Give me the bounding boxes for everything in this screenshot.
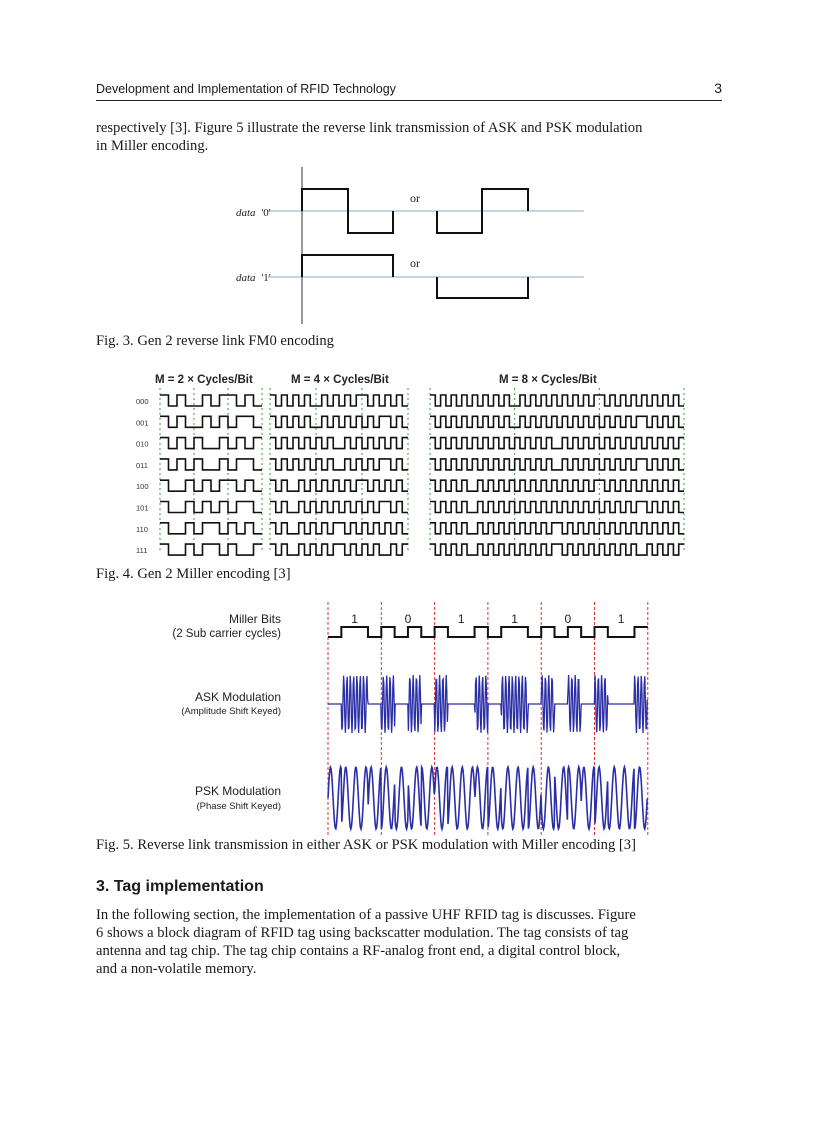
or-label-top: or [410, 191, 420, 205]
miller-bit-label: 1 [351, 612, 358, 626]
miller-bit-label: 1 [457, 612, 465, 626]
miller-bit-label: 0 [564, 612, 572, 626]
miller-panel-header: M = 4 × Cycles/Bit [291, 374, 389, 386]
psk-label: PSK Modulation [194, 784, 281, 798]
miller-row-label: 111 [136, 546, 148, 556]
miller-row-label: 100 [136, 482, 149, 492]
miller-bit-label: 1 [617, 612, 625, 626]
ask-sublabel: (Amplitude Shift Keyed) [181, 706, 281, 717]
miller-bit-label: 1 [511, 612, 518, 626]
figure-3-caption: Fig. 3. Gen 2 reverse link FM0 encoding [96, 333, 334, 349]
figure-5-caption: Fig. 5. Reverse link transmission in either ASK or PSK modulation with Miller encoding [3] [96, 837, 636, 853]
section-3-paragraph [96, 906, 721, 978]
miller-bits-sublabel: (2 Sub carrier cycles) [172, 628, 281, 640]
psk-sublabel: (Phase Shift Keyed) [196, 801, 281, 812]
paragraph-line: 6 shows a block diagram of RFID tag using backscatter modulation. The tag consists of tag [96, 925, 629, 941]
miller-panel-header: M = 8 × Cycles/Bit [499, 374, 597, 386]
miller-bits-waveform [328, 627, 648, 637]
paragraph-line: in Miller encoding. [96, 138, 209, 154]
figure-4-caption: Fig. 4. Gen 2 Miller encoding [3] [96, 566, 291, 582]
paragraph-line: antenna and tag chip. The tag chip contains a RF-analog front end, a digital control block, [96, 943, 621, 959]
running-title: Development and Implementation of RFID Technology [96, 82, 396, 96]
paragraph-line: respectively [3]. Figure 5 illustrate the reverse link transmission of ASK and PSK modulation [96, 120, 643, 136]
miller-row-label: 101 [136, 503, 149, 513]
paragraph-line: In the following section, the implementation of a passive UHF RFID tag is discusses. Figure [96, 907, 636, 923]
miller-panel-header: M = 2 × Cycles/Bit [155, 374, 253, 386]
or-label-bottom: or [410, 256, 420, 270]
page-number: 3 [714, 80, 722, 96]
miller-row-label: 000 [136, 397, 149, 406]
miller-row-label: 110 [136, 524, 148, 534]
miller-row-label: 010 [136, 439, 149, 449]
paragraph-line: and a non-volatile memory. [96, 961, 257, 977]
miller-bit-label: 0 [404, 612, 412, 626]
data1-label: data '1' [236, 272, 271, 284]
ask-label: ASK Modulation [194, 690, 281, 704]
data0-label: data '0' [236, 207, 271, 219]
psk-waveform [328, 767, 647, 829]
miller-row-label: 001 [136, 418, 149, 428]
miller-row-label: 011 [136, 460, 148, 470]
section-heading: 3. Tag implementation [96, 878, 264, 895]
miller-bits-label: Miller Bits [228, 612, 281, 626]
